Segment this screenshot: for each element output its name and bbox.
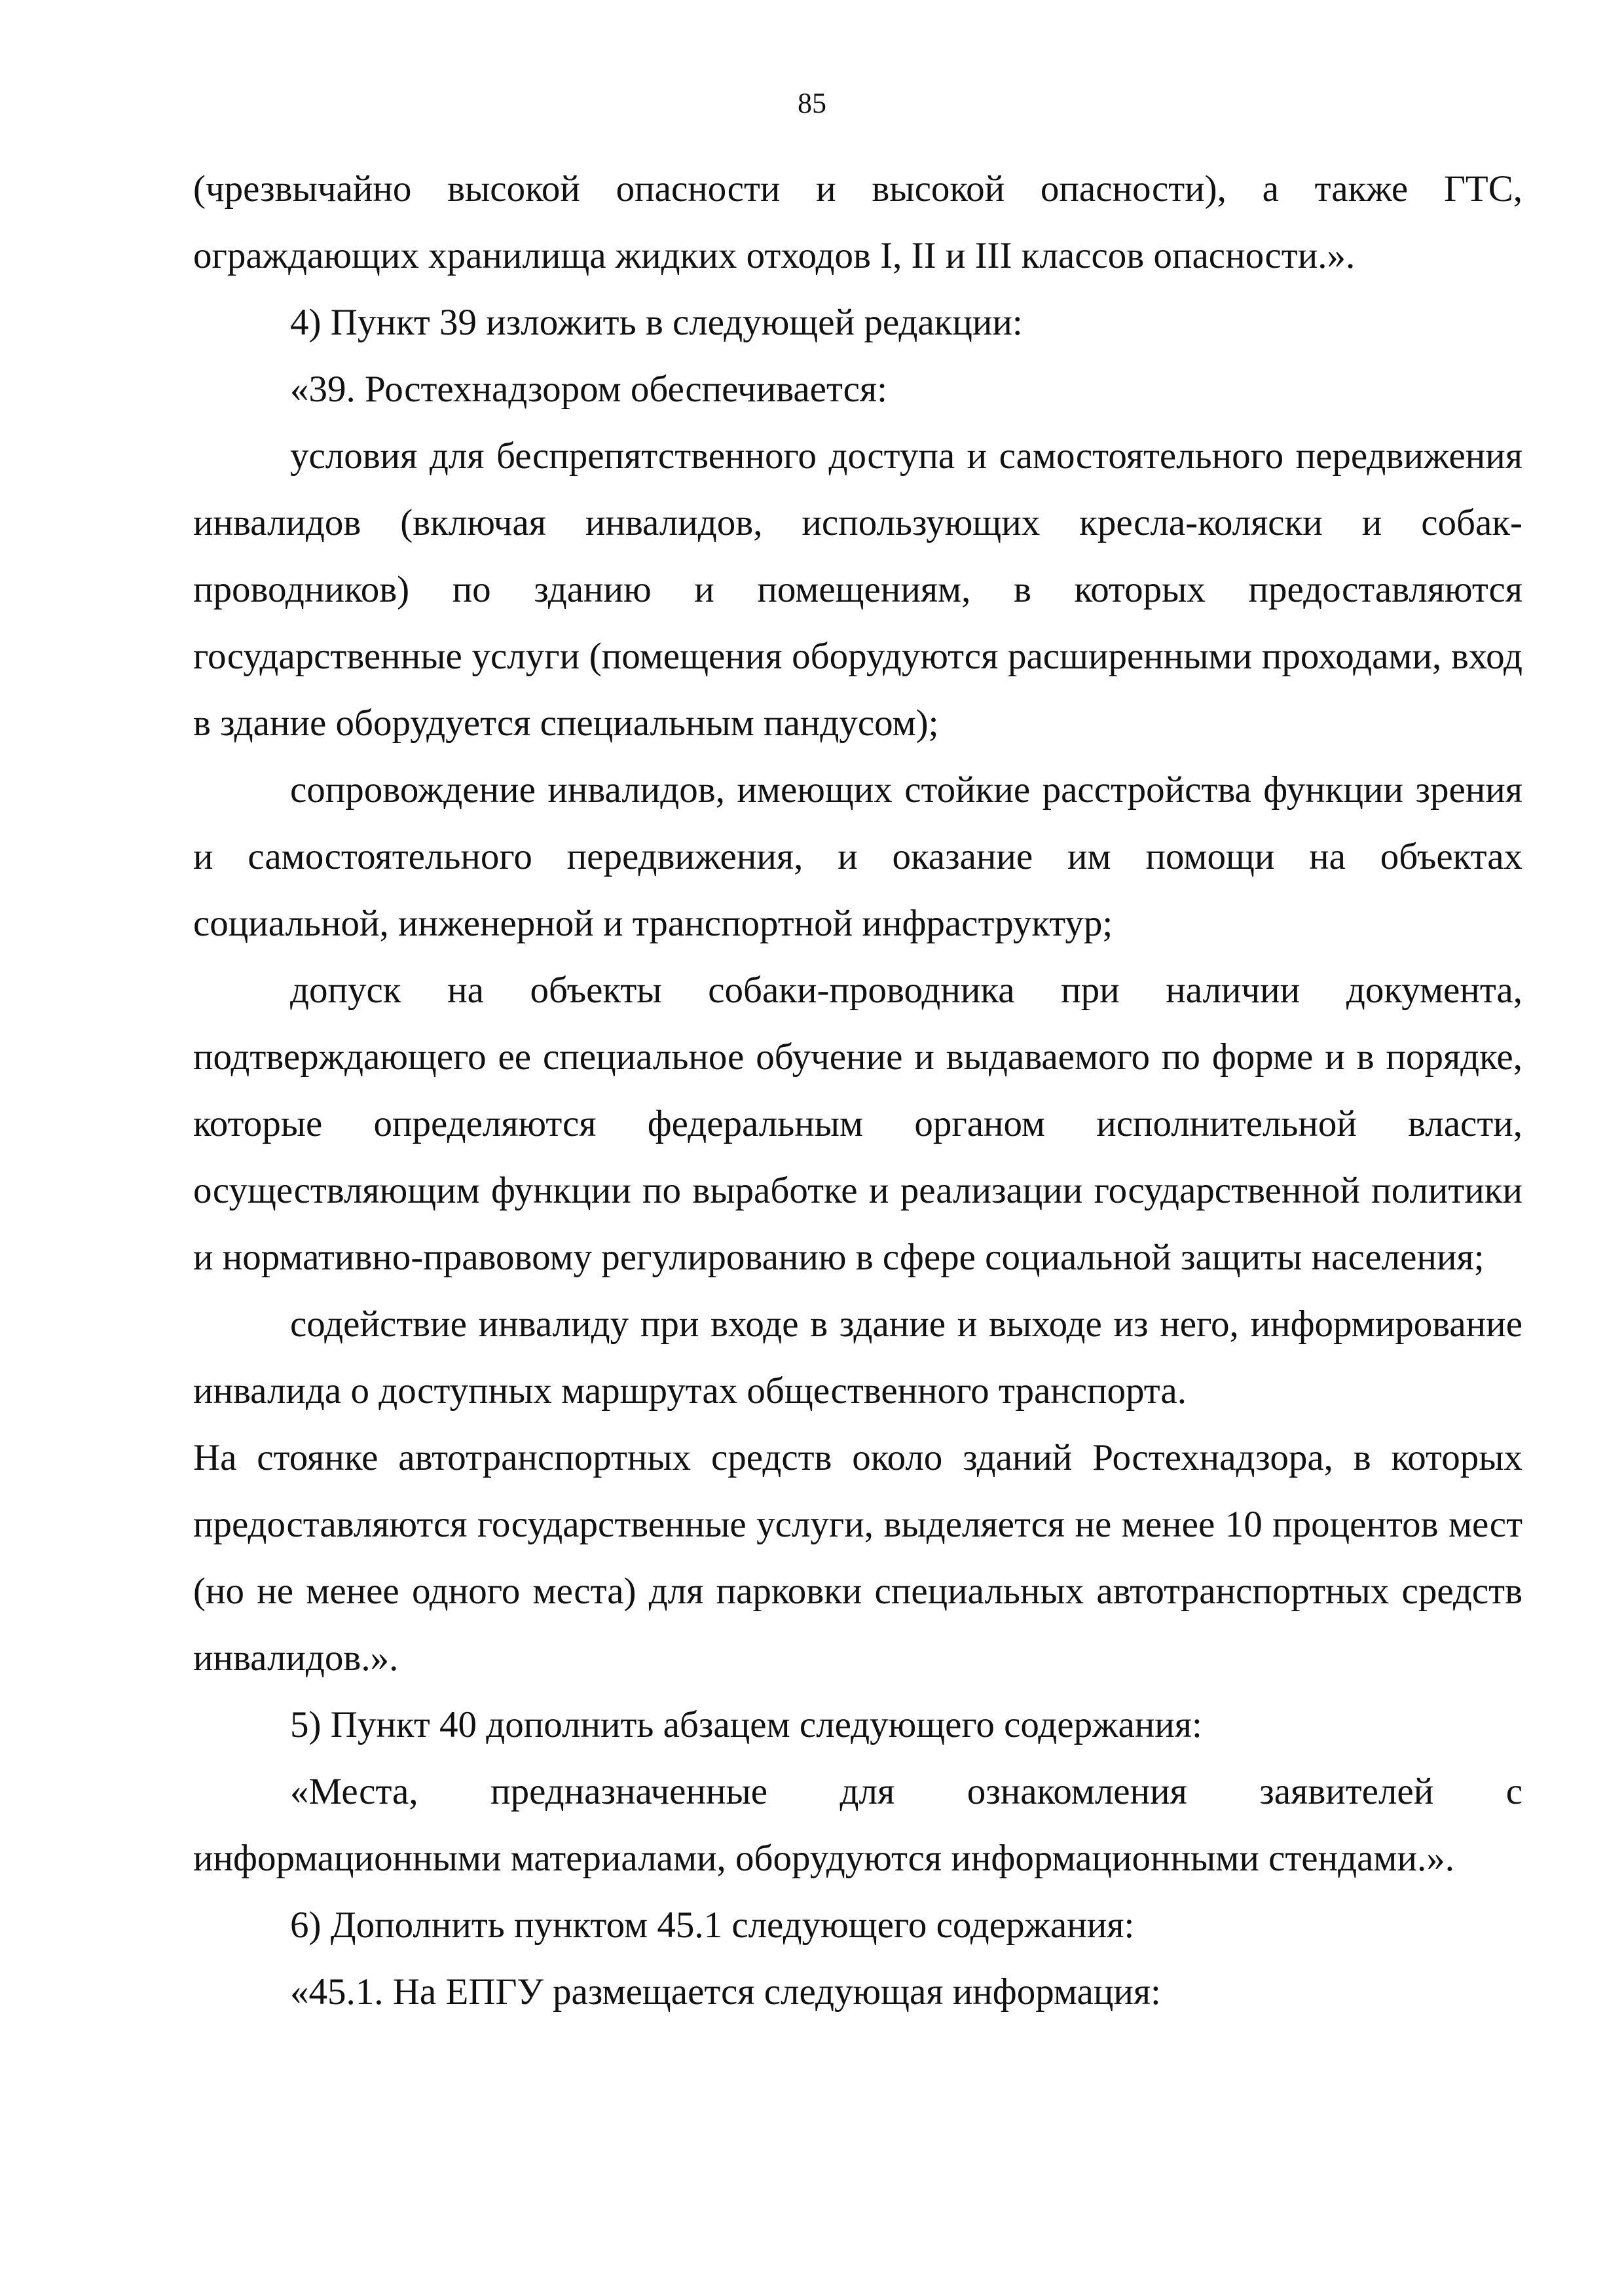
paragraph-escort: сопровождение инвалидов, имеющих стойкие расстройства функции зрения и самостоятельного передвижения, и оказание им помощи на объектах социальной, инженерной и транспортной инфраструктур; — [193, 769, 1522, 944]
paragraph-item-5: 5) Пункт 40 дополнить абзацем следующего содержания: — [290, 1704, 1202, 1745]
paragraph-item-4: 4) Пункт 39 изложить в следующей редакции: — [290, 302, 1023, 343]
paragraph-parking: На стоянке автотранспортных средств около зданий Ростехнадзора, в которых предоставляются государственные услуги, выделяется не менее 10 процентов мест (но не менее одного места) для парковки специальных автотранспортных средств инвалидов.». — [193, 1437, 1522, 1679]
paragraph-info-stands: «Места, предназначенные для ознакомления заявителей с информационными материалами, оборудуются информационными стендами.». — [193, 1771, 1522, 1879]
page-number: 85 — [798, 87, 826, 119]
paragraph-item-6: 6) Дополнить пунктом 45.1 следующего содержания: — [290, 1904, 1135, 1946]
paragraph-guide-dog: допуск на объекты собаки-проводника при наличии документа, подтверждающего ее специальное обучение и выдаваемого по форме и в порядке, которые определяются федеральным органом исполнительной власти, осуществляющим функции по выработке и реализации государственной политики и нормативно-правовому регулированию в сфере социальной защиты населения; — [193, 970, 1522, 1278]
paragraph-point-45-1: «45.1. На ЕПГУ размещается следующая информация: — [290, 1971, 1161, 2013]
paragraph-point-39: «39. Ростехнадзором обеспечивается: — [290, 369, 887, 410]
paragraph-continuation: (чрезвычайно высокой опасности и высокой опасности), а также ГТС, ограждающих хранилища жидких отходов I, II и III классов опасности.». — [193, 168, 1522, 276]
document-body — [193, 156, 1522, 2026]
paragraph-assistance: содействие инвалиду при входе в здание и выходе из него, информирование инвалида о доступных маршрутах общественного транспорта. — [193, 1303, 1522, 1412]
paragraph-accessibility-conditions: условия для беспрепятственного доступа и самостоятельного передвижения инвалидов (включая инвалидов, использующих кресла-коляски и собак-проводников) по зданию и помещениям, в которых предоставляются государственные услуги (помещения оборудуются расширенными проходами, вход в здание оборудуется специальным пандусом); — [193, 435, 1522, 744]
